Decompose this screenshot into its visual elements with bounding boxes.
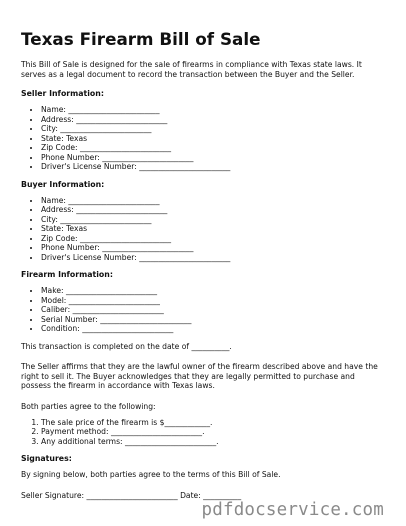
firearm-make-field: • Make: ________________________ bbox=[41, 286, 386, 296]
agreement-terms-item: 3. Any additional terms: ________________________. bbox=[41, 437, 386, 447]
seller-zip-field: • Zip Code: ________________________ bbox=[41, 143, 386, 153]
document-page bbox=[21, 29, 386, 500]
seller-heading: Seller Information: bbox=[21, 89, 104, 99]
buyer-city-field: • City: ________________________ bbox=[41, 215, 386, 225]
buyer-zip-field: • Zip Code: ________________________ bbox=[41, 234, 386, 244]
document-title: Texas Firearm Bill of Sale bbox=[21, 29, 261, 49]
watermark-text: pdfdocservice.com bbox=[201, 500, 384, 520]
firearm-condition-field: • Condition: ________________________ bbox=[41, 324, 386, 334]
seller-address-field: • Address: ________________________ bbox=[41, 115, 386, 125]
firearm-fields bbox=[21, 286, 386, 334]
affirmation-paragraph: The Seller affirms that they are the lawful owner of the firearm described above and have the right to sell it. The Buyer acknowledges that they are legally permitted to purchase and possess the firearm in accordance with Texas laws. bbox=[21, 362, 378, 391]
firearm-model-field: • Model: ________________________ bbox=[41, 296, 386, 306]
transaction-date-line: This transaction is completed on the date of __________. bbox=[21, 341, 232, 351]
firearm-heading: Firearm Information: bbox=[21, 270, 113, 280]
intro-paragraph: This Bill of Sale is designed for the sale of firearms in compliance with Texas state laws. It serves as a legal document to record the transaction between the Buyer and the Seller. bbox=[21, 60, 362, 79]
seller-signature-line: Seller Signature: ________________________ Date: __________ bbox=[21, 490, 242, 500]
seller-license-field: • Driver's License Number: ________________________ bbox=[41, 162, 386, 172]
buyer-name-field: • Name: ________________________ bbox=[41, 196, 386, 206]
agreement-price-item: 1. The sale price of the firearm is $____________. bbox=[41, 418, 386, 428]
buyer-address-field: • Address: ________________________ bbox=[41, 205, 386, 215]
seller-phone-field: • Phone Number: ________________________ bbox=[41, 153, 386, 163]
buyer-license-field: • Driver's License Number: ________________________ bbox=[41, 253, 386, 263]
seller-state-field: • State: Texas bbox=[41, 134, 386, 144]
agreement-list bbox=[21, 418, 386, 447]
seller-city-field: • City: ________________________ bbox=[41, 124, 386, 134]
firearm-caliber-field: • Caliber: ________________________ bbox=[41, 305, 386, 315]
buyer-phone-field: • Phone Number: ________________________ bbox=[41, 243, 386, 253]
buyer-heading: Buyer Information: bbox=[21, 179, 105, 189]
signatures-heading: Signatures: bbox=[21, 454, 72, 464]
agreement-intro: Both parties agree to the following: bbox=[21, 402, 156, 412]
firearm-serial-field: • Serial Number: ________________________ bbox=[41, 315, 386, 325]
seller-fields bbox=[21, 105, 386, 172]
buyer-state-field: • State: Texas bbox=[41, 224, 386, 234]
seller-name-field: • Name: ________________________ bbox=[41, 105, 386, 115]
buyer-fields bbox=[21, 196, 386, 263]
signatures-text: By signing below, both parties agree to the terms of this Bill of Sale. bbox=[21, 470, 281, 480]
agreement-payment-item: 2. Payment method: ________________________. bbox=[41, 427, 386, 437]
